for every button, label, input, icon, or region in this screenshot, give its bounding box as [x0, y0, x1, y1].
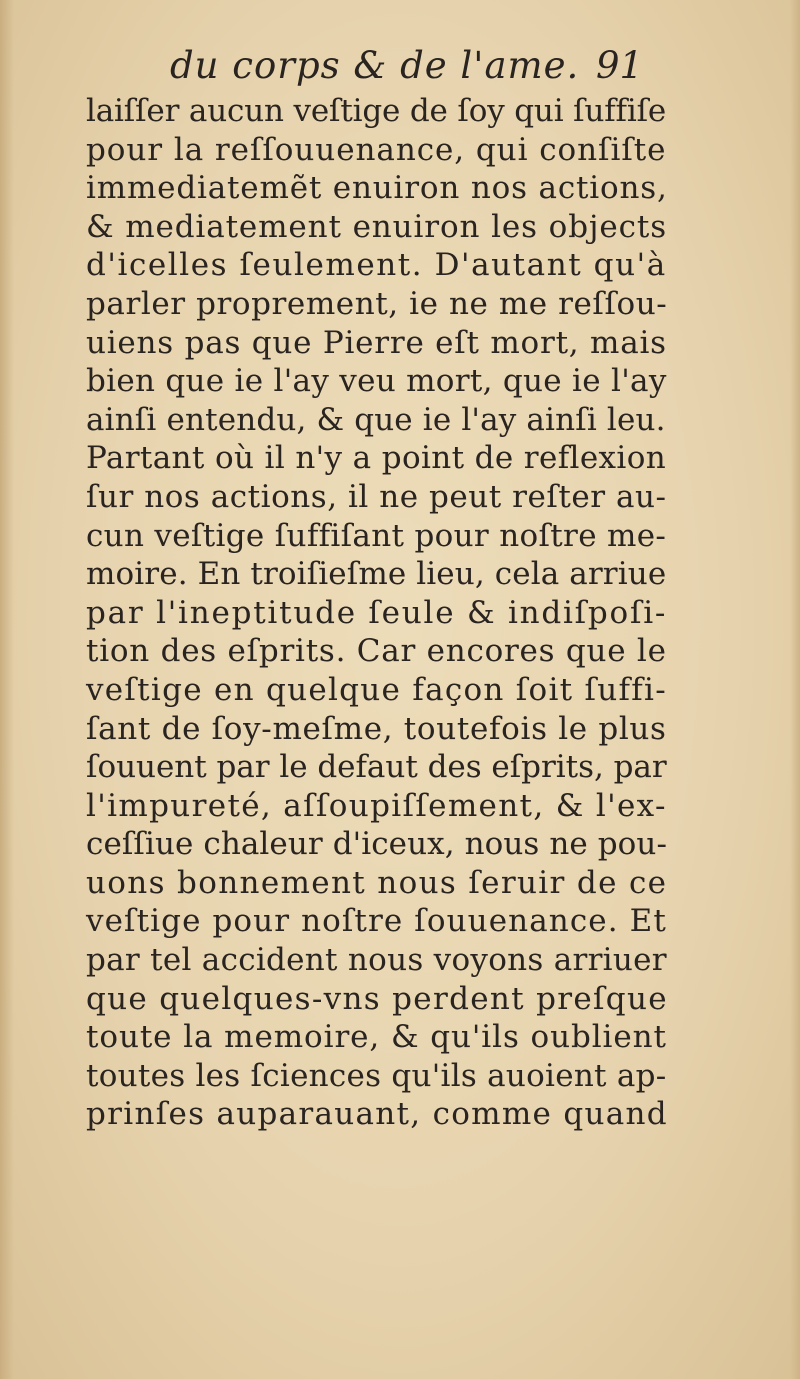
page-header: [0, 40, 800, 90]
text-line: ſouuent par le defaut des eſprits, par: [86, 749, 667, 786]
text-line: que quelques-vns perdent preſque: [86, 980, 668, 1017]
text-line: tion des eſprits. Car encores que le: [86, 633, 667, 670]
text-line: par l'ineptitude ſeule & indiſpoſi-: [86, 594, 668, 631]
text-line: ainſi entendu, & que ie l'ay ainſi leu.: [86, 401, 666, 438]
text-line: toute la memoire, & qu'ils oublient: [86, 1019, 667, 1056]
text-line: ſant de ſoy-meſme, toutefois le plus: [86, 710, 667, 747]
text-line: cun veſtige ſuffiſant pour noſtre me-: [86, 517, 667, 554]
text-line: immediatemẽt enuiron nos actions,: [86, 170, 668, 207]
text-line: parler proprement, ie ne me reſſou-: [86, 285, 668, 322]
text-line: uiens pas que Pierre eſt mort, mais: [86, 324, 667, 361]
text-line: l'impureté, aſſoupiſſement, & l'ex-: [86, 787, 667, 824]
page-number: 91: [596, 44, 644, 87]
page-edge-shadow-right: [790, 0, 800, 1379]
text-line: veſtige pour noſtre ſouuenance. Et: [86, 903, 667, 940]
text-line: toutes les ſciences qu'ils auoient ap-: [86, 1057, 667, 1094]
text-line: ſur nos actions, il ne peut reſter au-: [86, 478, 667, 515]
text-line: laiſſer aucun veſtige de ſoy qui ſuffiſe: [86, 93, 667, 129]
body-text: [86, 92, 686, 1134]
text-line: prinſes auparauant, comme quand: [86, 1096, 668, 1133]
text-line: par tel accident nous voyons arriuer: [86, 942, 667, 979]
text-line: moire. En troiſieſme lieu, cela arriue: [86, 556, 667, 593]
running-title: du corps & de l'ame.: [170, 44, 580, 87]
text-line: d'icelles ſeulement. D'autant qu'à: [86, 247, 667, 284]
text-line: veſtige en quelque façon ſoit ſuffi-: [86, 671, 668, 708]
text-line: bien que ie l'ay veu mort, que ie l'ay: [86, 363, 667, 400]
text-line: pour la reſſouuenance, qui conſiſte: [86, 131, 667, 168]
text-line: & mediatement enuiron les objects: [86, 208, 668, 245]
text-line: uons bonnement nous ſeruir de ce: [86, 864, 668, 901]
page-edge-shadow-left: [0, 0, 14, 1379]
text-line: Partant où il n'y a point de reflexion: [86, 440, 667, 477]
text-line: ceſſiue chaleur d'iceux, nous ne pou-: [86, 826, 668, 863]
